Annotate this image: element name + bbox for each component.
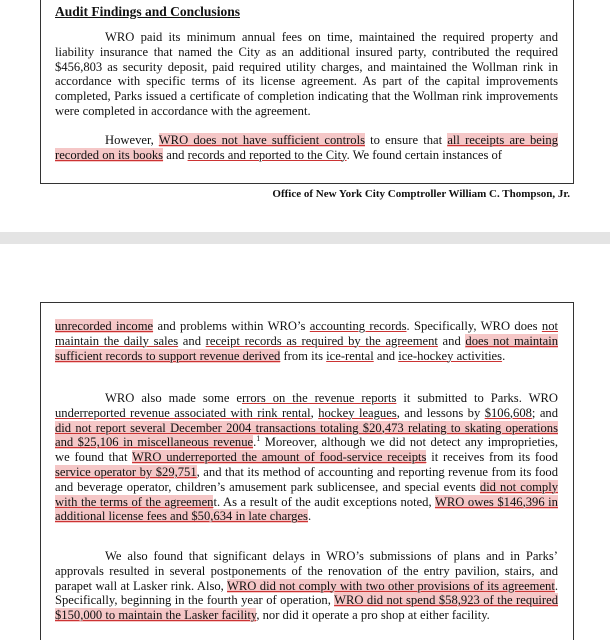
text: to ensure that (364, 133, 448, 147)
text: WRO also made some e (105, 391, 242, 405)
text: Moreover, although we did not detect any improprieties, we found that (55, 435, 558, 465)
underline: $106,608 (484, 405, 532, 420)
text: . (307, 509, 312, 524)
text: , (310, 405, 319, 420)
text: . We found certain instances of (346, 147, 503, 162)
underline: accounting records (309, 319, 407, 333)
highlight: WRO underreported the amount of food-service receipts (132, 450, 427, 465)
underline: hockey leagues (318, 405, 397, 420)
paragraph-2 (55, 133, 558, 163)
footnote-ref: 1 (256, 434, 261, 444)
text: . (502, 348, 506, 363)
text: and problems within WRO’s (153, 319, 310, 333)
highlight: WRO owes $146,396 in additional license fees and $50,634 in late charges (55, 494, 558, 524)
text: We also found that significant delays in WRO’s submissions of plans and in Parks’ approvals resulted in several postponements of the renovation of the entry pavilion, stairs, and parapet wall at Lasker rink. Also, (55, 549, 558, 593)
text: ; and (531, 405, 559, 420)
text: t. As a result of the audit exceptions noted, (213, 494, 435, 509)
text: However, (105, 133, 159, 147)
paragraph-4 (55, 391, 558, 524)
text: and (373, 348, 399, 363)
underline: underreported revenue associated with rink rental (55, 405, 311, 420)
paragraph-1: WRO paid its minimum annual fees on time, maintained the required property and liability insurance that named the City as an additional insured party, contributed the required $456,803 as security deposit, paid required utility charges, and maintained the Wollman rink in accordance with specific terms of its license agreement. As part of the capital improvements completed, Parks issued a certificate of completion indicating that the Wollman rink improvements were completed in accordance with the agreement. (55, 30, 558, 118)
report-box-top (40, 0, 574, 184)
highlight: all receipts are being recorded on its books (55, 133, 558, 162)
paragraph-5 (55, 549, 558, 623)
report-box-bottom (40, 302, 574, 640)
text: , and lessons by (396, 405, 485, 420)
text: . Specifically, beginning in the fourth year of operation, (55, 578, 559, 608)
underline: ice-rental (326, 348, 374, 363)
text: and (178, 333, 206, 348)
highlight: WRO does not have sufficient controls (158, 133, 365, 147)
page-footer: Office of New York City Comptroller William C. Thompson, Jr. (272, 188, 570, 200)
text: it receives from its food (426, 450, 558, 465)
highlight: WRO did not spend $58,923 of the required $150,000 to maintain the Lasker facility (55, 593, 558, 623)
highlight: does not maintain sufficient records to support revenue derived (55, 333, 559, 363)
page-bottom (0, 244, 610, 640)
highlight: WRO did not comply with two other provisions of its agreement (226, 578, 555, 593)
highlight: did not report several December 2004 transactions totaling $20,473 relating to skating operations and $25,106 in miscellaneous revenue (55, 420, 558, 450)
highlight: unrecorded income (55, 319, 154, 333)
underline: not maintain the daily sales (55, 319, 558, 348)
text: and (163, 147, 188, 162)
underline: records and reported to the City (187, 147, 347, 162)
highlight: did not comply with the terms of the agreemen (55, 479, 558, 509)
paragraph-3 (55, 319, 558, 363)
text: , and that its method of accounting and reporting revenue from its food and beverage operator, children’s amusement park sublicensee, and special events (55, 464, 558, 494)
underline: rrors on the revenue reports (241, 391, 397, 405)
text: , nor did it operate a pro shop at either facility. (256, 608, 490, 623)
text: from its (280, 348, 327, 363)
text: . (253, 435, 257, 450)
highlight: service operator by $29,751 (55, 464, 197, 479)
page-separator (0, 232, 610, 244)
text: and (437, 333, 466, 348)
underline: ice-hockey activities (398, 348, 503, 363)
text: it submitted to Parks. WRO (396, 391, 558, 405)
text: . Specifically, WRO does (406, 319, 542, 333)
page-top (0, 0, 610, 232)
section-heading: Audit Findings and Conclusions (55, 4, 240, 19)
underline: receipt records as required by the agreement (205, 333, 438, 348)
